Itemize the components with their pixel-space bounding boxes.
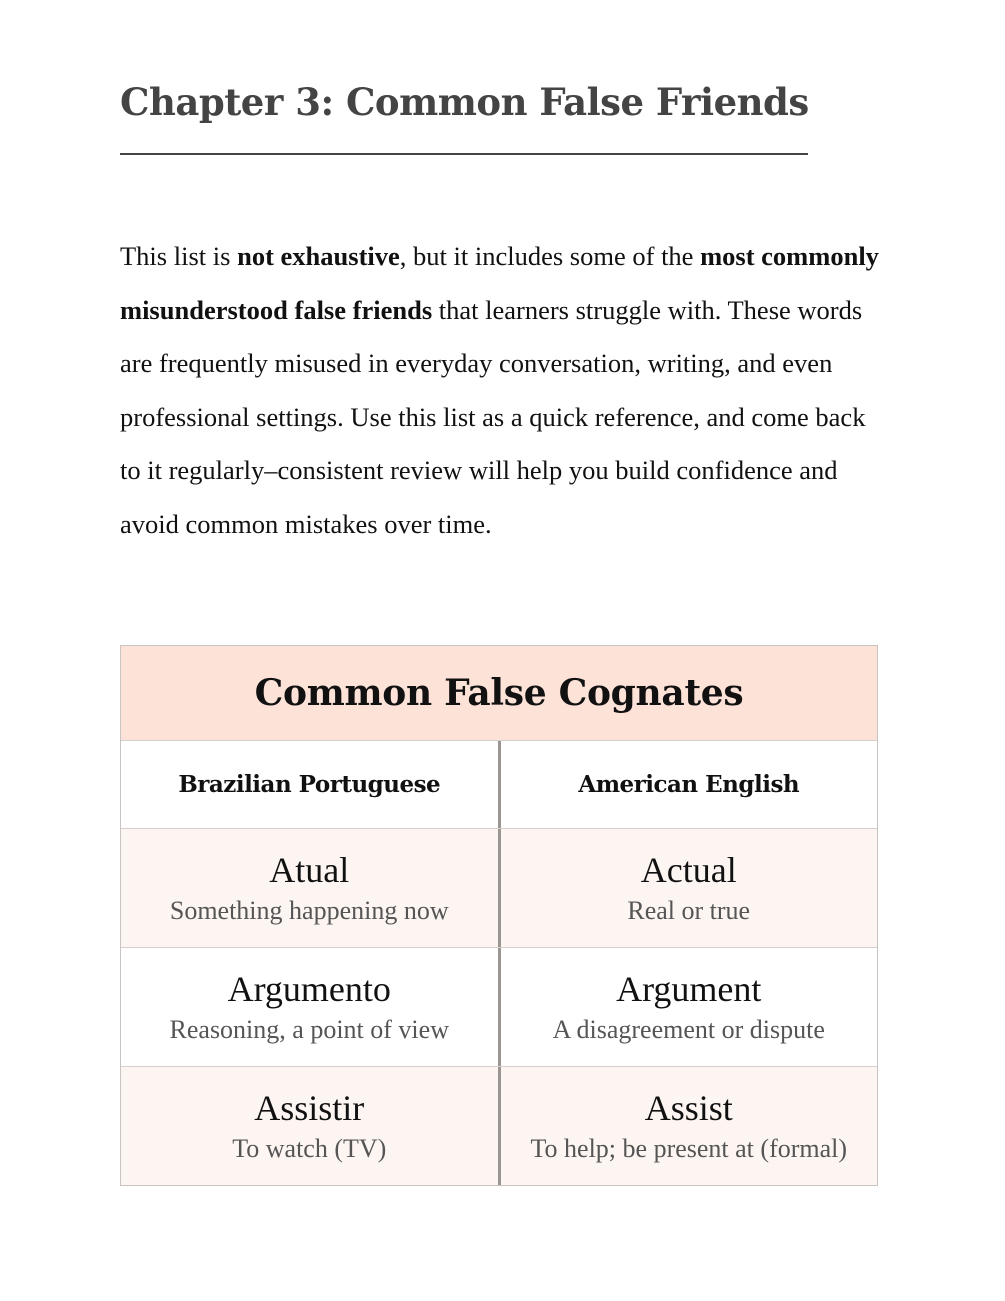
table-header [121, 646, 877, 741]
portuguese-cell [121, 948, 501, 1066]
portuguese-cell [121, 829, 501, 947]
portuguese-word: Assistir [254, 1088, 365, 1128]
intro-text-2: , but it includes some of the [399, 241, 701, 271]
table-row [121, 829, 877, 948]
english-cell [501, 1067, 878, 1185]
intro-bold-1: not exhaustive [237, 241, 400, 271]
english-word: Actual [640, 850, 737, 890]
english-cell [501, 829, 878, 947]
english-meaning: Real or true [627, 896, 751, 925]
column-header-label: Brazilian Portuguese [178, 771, 441, 798]
portuguese-word: Atual [269, 850, 350, 890]
column-header-portuguese [121, 741, 501, 828]
false-cognates-table [120, 645, 878, 1186]
intro-text-1: This list is [120, 241, 238, 271]
title-divider [120, 153, 808, 155]
column-header-row [121, 741, 877, 829]
column-header-english [501, 741, 878, 828]
portuguese-cell [121, 1067, 501, 1185]
chapter-title: Chapter 3: Common False Friends [120, 80, 809, 124]
portuguese-meaning: To watch (TV) [232, 1134, 387, 1163]
intro-text-3: that learners struggle with. These words are frequently misused in everyday conversation, writing, and even professional settings. Use this list as a quick reference, and come back to it regularly–consistent review will help you build confidence and avoid common mistakes over time. [120, 294, 866, 539]
english-meaning: A disagreement or dispute [552, 1015, 825, 1044]
table-row [121, 1067, 877, 1185]
column-header-label: American English [578, 771, 800, 798]
intro-bold-2: most commonly misunderstood false friends [120, 241, 879, 325]
table-row [121, 948, 877, 1067]
english-meaning: To help; be present at (formal) [530, 1134, 848, 1163]
portuguese-word: Argumento [227, 969, 391, 1009]
english-word: Argument [616, 969, 762, 1009]
portuguese-meaning: Something happening now [169, 896, 449, 925]
english-word: Assist [644, 1088, 733, 1128]
table-title: Common False Cognates [254, 672, 744, 714]
english-cell [501, 948, 878, 1066]
intro-paragraph [120, 230, 880, 551]
portuguese-meaning: Reasoning, a point of view [169, 1015, 449, 1044]
